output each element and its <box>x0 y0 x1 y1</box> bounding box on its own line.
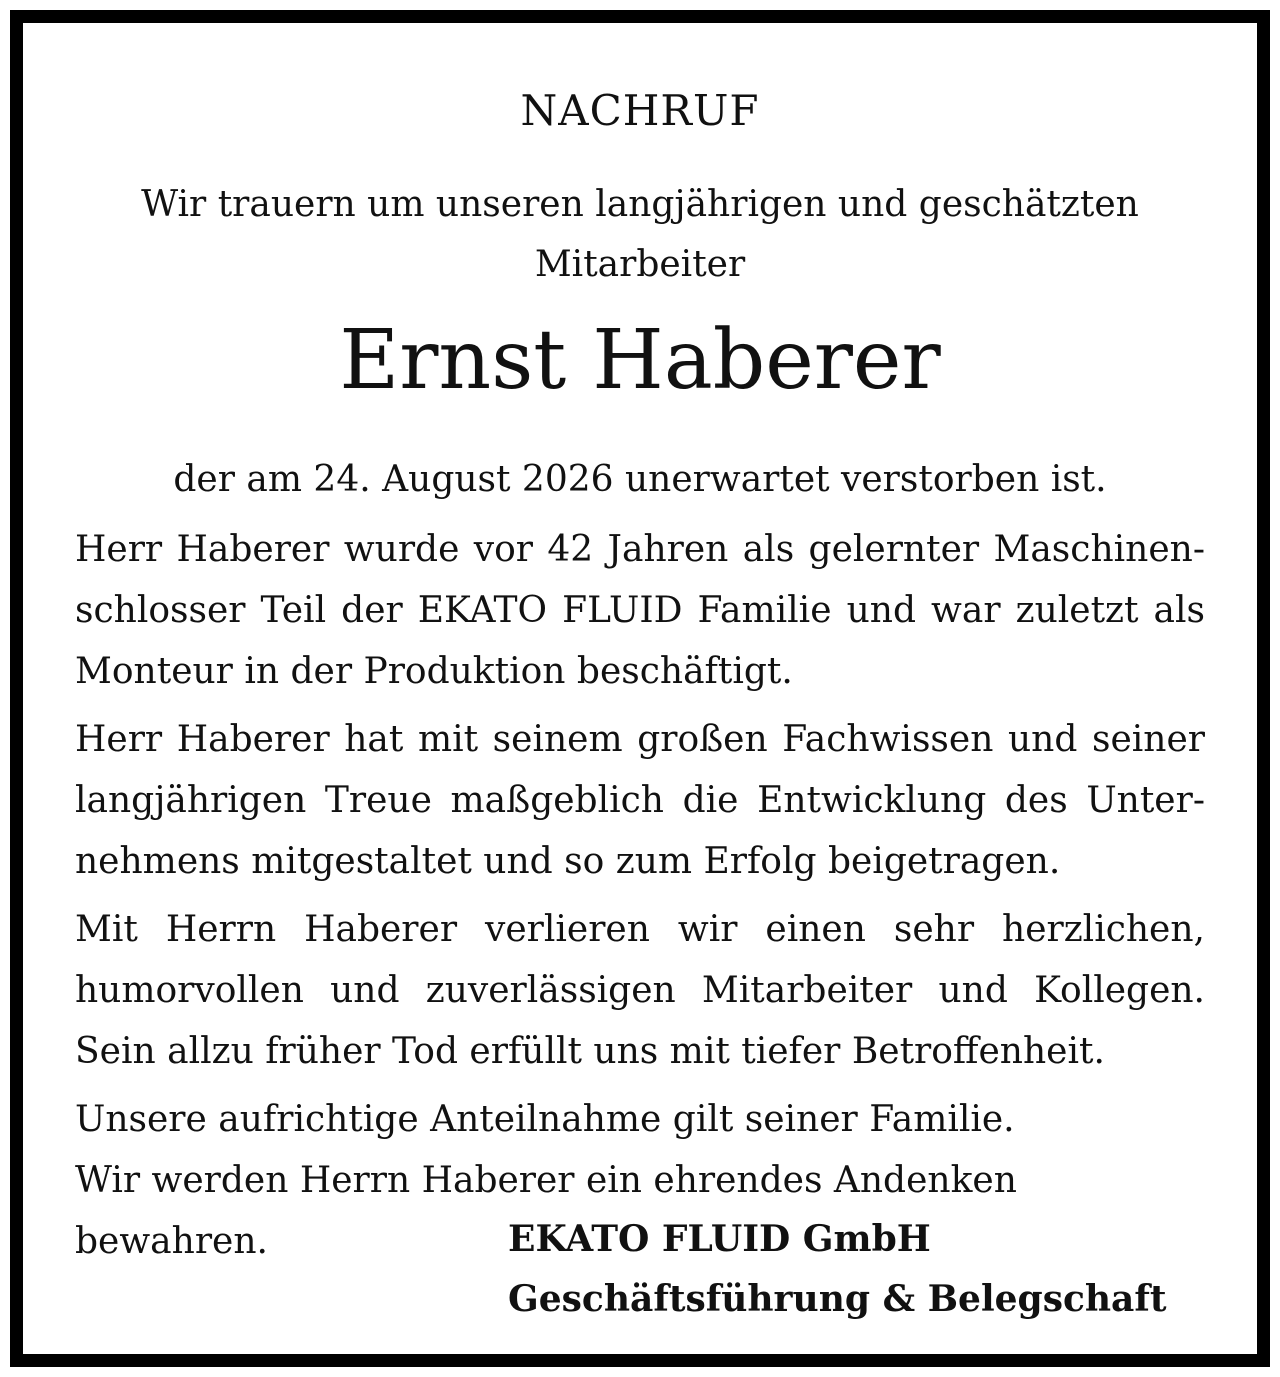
body-paragraph: Herr Haberer wurde vor 42 Jahren als gelernter Maschinenschlosser Teil der EKATO FLUID Familie und war zuletzt als Monteur in der Produktion beschäftigt. <box>75 529 1205 692</box>
obituary-intro <box>75 175 1205 295</box>
deceased-name: Ernst Haberer <box>339 313 941 408</box>
obituary-heading: NACHRUF <box>520 86 760 135</box>
signature-company: EKATO FLUID GmbH <box>508 1218 931 1260</box>
intro-line-2: Mitarbeiter <box>534 244 746 285</box>
body-paragraph: Mit Herrn Haberer verlieren wir einen sehr herzlichen, humorvollen und zuverlässigen Mitarbeiter und Kollegen. Sein allzu früher Tod erfüllt uns mit tiefer Betroffenheit. <box>75 909 1205 1072</box>
obituary-frame <box>10 10 1270 1367</box>
closing-line-2: Wir werden Herrn Haberer ein ehrendes Andenken bewahren. <box>75 1160 1017 1262</box>
obituary-content <box>75 23 1205 1354</box>
intro-line-1: Wir trauern um unseren langjährigen und geschätzten <box>141 184 1139 225</box>
signature-subline: Geschäftsführung & Belegschaft <box>508 1278 1167 1320</box>
signature-block <box>508 1209 1167 1329</box>
body-paragraph: Herr Haberer hat mit seinem großen Fachwissen und seiner langjährigen Treue maßgeblich die Entwicklung des Unternehmens mitgestaltet und so zum Erfolg beigetragen. <box>75 719 1205 882</box>
closing-line-1: Unsere aufrichtige Anteilnahme gilt seiner Familie. <box>75 1099 1015 1140</box>
date-of-death-line: der am 24. August 2026 unerwartet verstorben ist. <box>173 459 1107 500</box>
